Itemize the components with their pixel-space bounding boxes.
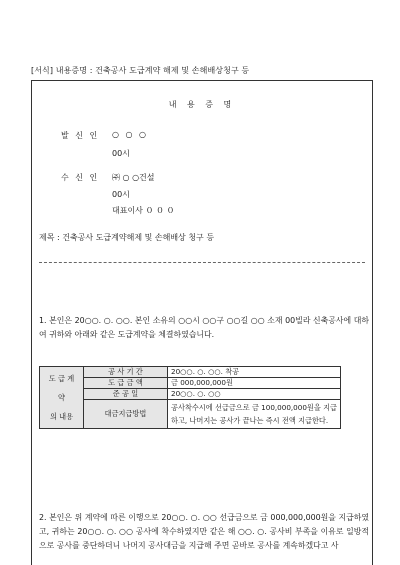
period-value: 20○○. ○. ○○. 착공 — [168, 367, 341, 378]
recipient-company: ㈜ ○ ○건설 — [112, 173, 155, 182]
contract-row — [40, 367, 341, 378]
contract-row — [40, 389, 341, 400]
recipient-label: 수 신 인 — [61, 173, 100, 182]
amount-label: 도 급 금 액 — [84, 378, 168, 389]
contract-side-label: 도 급 계 약 의 내용 — [40, 367, 84, 429]
completion-label: 준 공 일 — [84, 389, 168, 400]
sender-label: 발 신 인 — [61, 131, 100, 140]
document-title: 내 용 증 명 — [168, 100, 236, 109]
paragraph-2: 2. 본인은 위 계약에 따른 이행으로 20○○. ○. ○○ 선급금으로 금 000,000,000원을 지급하였고, 귀하는 20○○. ○. ○○ 공사에 착수하였지만 같은 해 ○○. ○. 공사비 부족을 이유로 일방적으로 공사를 중단하더니 나머지 공사대금을 지급해 주면 곧바로 공사를 계속하겠다고 사 — [39, 513, 369, 550]
amount-value: 금 000,000,000원 — [168, 378, 341, 389]
document-box — [31, 80, 373, 565]
sender-address: 00시 — [112, 149, 130, 158]
sender-name: ○ ○ ○ — [112, 130, 149, 139]
period-label: 공 사 기 간 — [84, 367, 168, 378]
payment-label: 대금지급방법 — [84, 400, 168, 429]
subject-line: 제목 : 건축공사 도급계약해제 및 손해배상 청구 등 — [39, 233, 215, 242]
recipient-representative: 대표이사 ０ ０ ０ — [112, 206, 175, 215]
payment-value: 공사착수시에 선급금으로 금 100,000,000원을 지급하고, 나머지는 공사가 끝나는 즉시 전액 지급한다. — [168, 400, 341, 429]
divider-line — [39, 262, 365, 263]
document-heading: [서식] 내용증명 : 건축공사 도급계약 해제 및 손해배상청구 등 — [31, 66, 250, 75]
paragraph-1: 1. 본인은 20○○. ○. ○○. 본인 소유의 ○○시 ○○구 ○○길 ○○ 소재 00빌라 신축공사에 대하여 귀하와 아래와 같은 도급계약을 체결하였습니다. — [39, 316, 369, 339]
recipient-address: 00시 — [112, 190, 130, 199]
contract-row — [40, 378, 341, 389]
completion-value: 20○○. ○. ○○ — [168, 389, 341, 400]
contract-table — [39, 366, 341, 429]
contract-row — [40, 400, 341, 429]
